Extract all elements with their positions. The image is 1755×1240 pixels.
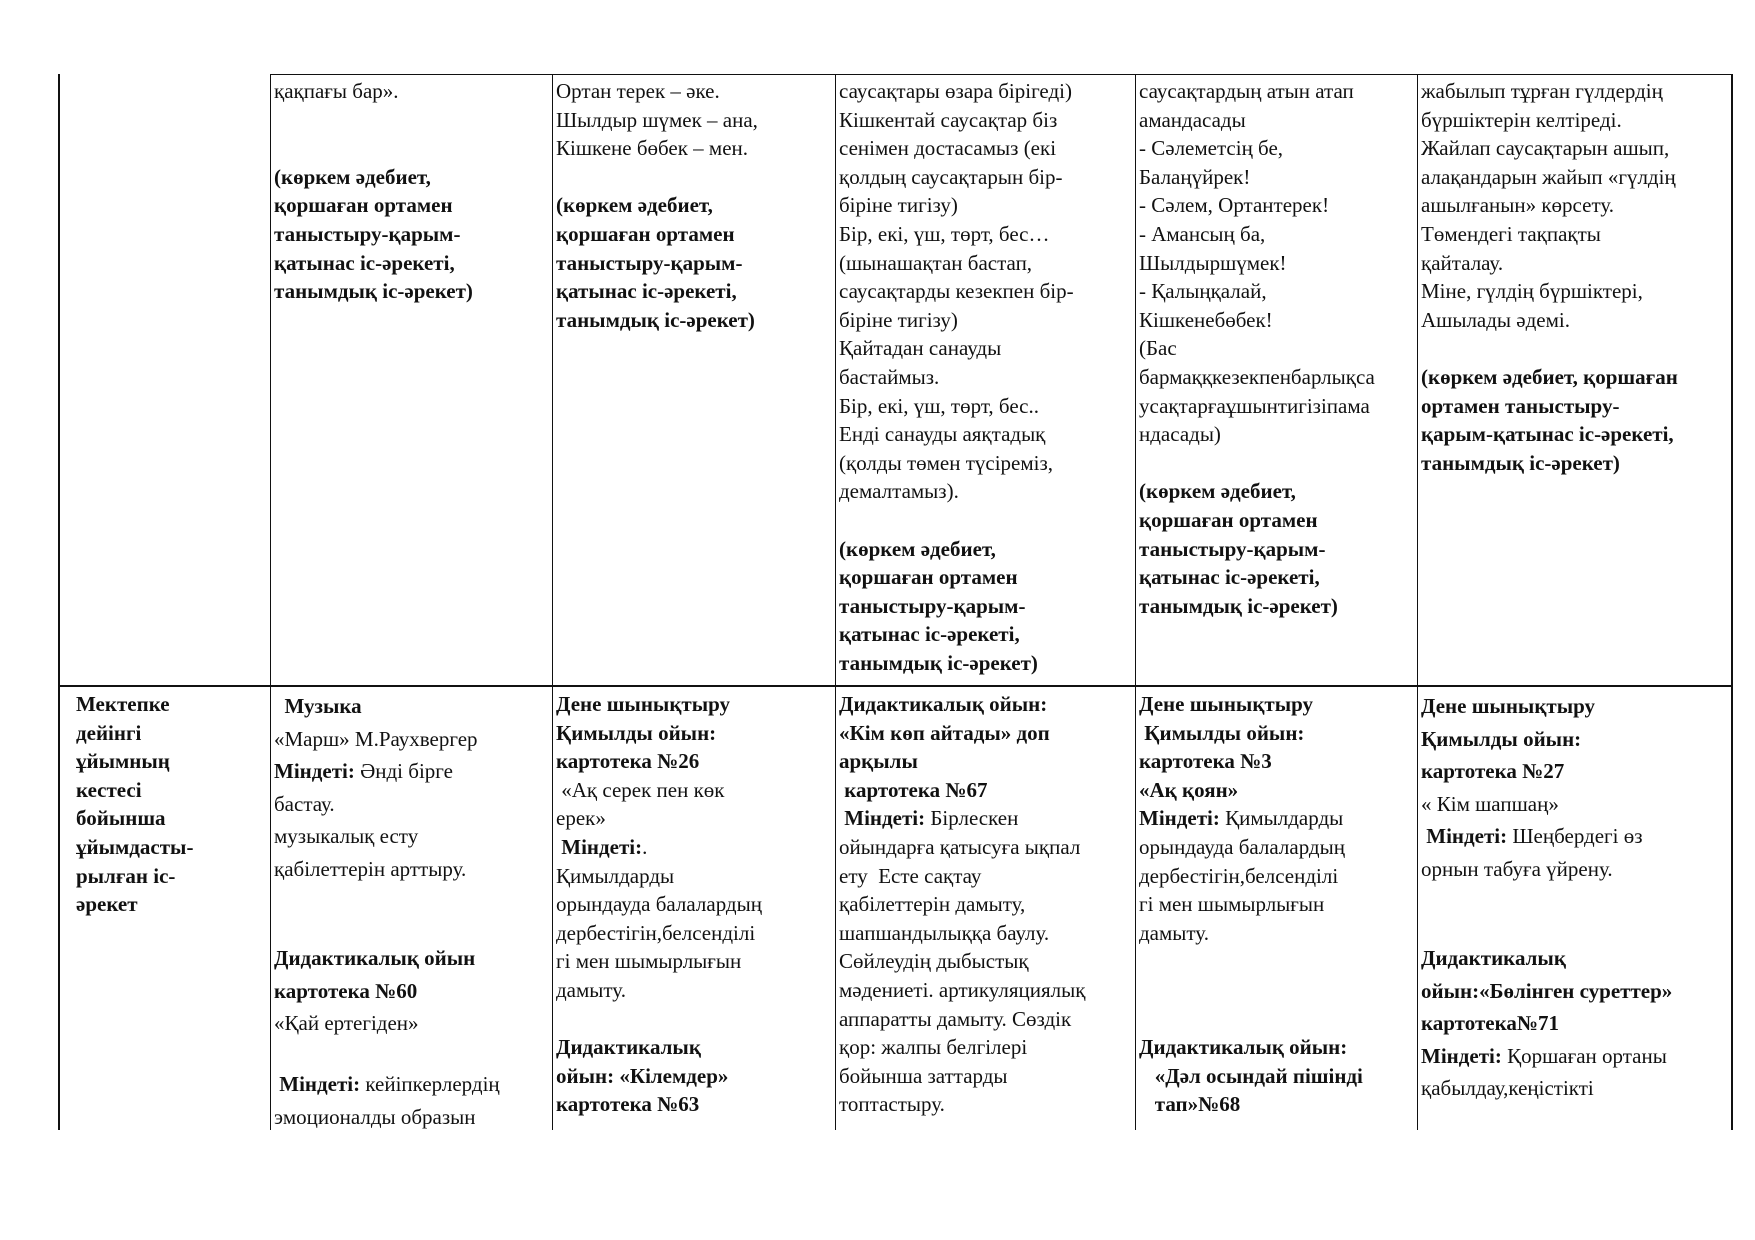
bold-run: тап»№68 (1139, 1092, 1241, 1117)
text-line (1421, 820, 1729, 853)
text-line (1421, 723, 1729, 756)
text-line (556, 690, 833, 719)
bold-run: ойын: «Кілемдер» (556, 1063, 729, 1088)
text-line (1139, 776, 1415, 805)
text-line (274, 942, 550, 975)
text-line (839, 1062, 1133, 1091)
column-divider-1 (270, 74, 271, 1130)
bold-run: «Ақ қоян» (1139, 777, 1239, 802)
blank-line (1421, 334, 1729, 363)
blank-line (274, 914, 550, 943)
text-line (1139, 890, 1415, 919)
text-line (274, 853, 550, 886)
text-line (839, 1005, 1133, 1034)
text-run: «Ақ серек пен көк (556, 777, 725, 802)
text-line: Бір, екі, үш, төрт, бес… (839, 221, 1050, 246)
text-line: Шылдыр шүмек – ана, (556, 107, 758, 132)
text-run: қор: жалпы белгілері (839, 1035, 1028, 1060)
text-run: « Кім шапшаң» (1421, 791, 1559, 816)
bold-run: Дене шынықтыру (556, 692, 731, 716)
bold-run: картотека№71 (1421, 1011, 1559, 1036)
text-run: бастау. (274, 791, 335, 816)
bold-run: картотека №67 (839, 777, 988, 802)
bold-run: картотека №26 (556, 749, 700, 774)
bold-run: «Дәл осындай пішінді (1139, 1063, 1363, 1088)
text-line: танымдық іс-әрекет) (274, 279, 473, 304)
text-line (1421, 690, 1729, 723)
text-line: танымдық іс-әрекет) (839, 650, 1038, 675)
text-run: шапшандылыққа баулу. (839, 920, 1050, 945)
bold-run: арқылы (839, 749, 918, 774)
text-line (556, 719, 833, 748)
bold-run: Міндеті: (1421, 824, 1513, 848)
blank-line (274, 134, 550, 163)
row1-cell-col6 (1419, 77, 1731, 477)
text-line (274, 788, 550, 821)
blank-line (1421, 914, 1729, 943)
text-run: қабілеттерін арттыру. (274, 856, 467, 881)
text-line: ашылғанын» көрсету. (1421, 193, 1614, 218)
blank-line (839, 506, 1133, 535)
text-line (839, 976, 1133, 1005)
text-line (1139, 862, 1415, 891)
text-line (556, 919, 833, 948)
text-line (556, 976, 833, 1005)
column-divider-3 (835, 74, 836, 1130)
text-line (556, 776, 833, 805)
text-line (274, 1068, 550, 1101)
bold-run: Міндеті: (274, 1072, 366, 1097)
text-line: рылған іс- (76, 863, 176, 888)
text-run: бойынша заттарды (839, 1063, 1008, 1088)
text-run: ойындарға қатысуға ықпал (839, 834, 1081, 859)
text-line (839, 833, 1133, 862)
text-line: танымдық іс-әрекет) (556, 307, 755, 332)
text-line (839, 862, 1133, 891)
text-run: дамыту. (556, 977, 626, 1002)
blank-line (1139, 449, 1415, 478)
text-run: «Қай ертегіден» (274, 1011, 419, 1036)
text-line (1421, 975, 1729, 1008)
bold-run: Қимылды ойын: (1139, 720, 1305, 745)
text-run: эмоционалды образын (274, 1104, 476, 1129)
text-line: жабылып тұрған гүлдердің (1421, 79, 1663, 103)
text-line (1421, 853, 1729, 886)
bold-run: ойын:«Бөлінген суреттер» (1421, 978, 1673, 1003)
text-line: Кішкене бөбек – мен. (556, 136, 749, 161)
text-line: - Амансың ба, (1139, 221, 1266, 246)
text-line: танымдық іс-әрекет) (1139, 593, 1338, 618)
text-line (556, 890, 833, 919)
text-line (1421, 1040, 1729, 1073)
text-line (839, 690, 1133, 719)
text-line (556, 1033, 833, 1062)
text-run: музыкалық есту (274, 824, 419, 848)
text-run: дербестігін,белсенділі (556, 920, 756, 945)
bold-run: картотека №27 (1421, 759, 1565, 783)
text-line: Балаңүйрек! (1139, 164, 1251, 189)
text-run: ерек» (556, 806, 606, 831)
text-run: дамыту. (1139, 920, 1209, 945)
text-run: Әнді бірге (360, 759, 453, 783)
text-line: ұйымның (76, 749, 170, 774)
text-line (839, 1033, 1133, 1062)
text-line: саусақтардың атын атап (1139, 79, 1354, 103)
text-line (1139, 719, 1415, 748)
text-run: гі мен шымырлығын (1139, 892, 1325, 917)
text-line (839, 890, 1133, 919)
row2-cell-col5 (1137, 690, 1417, 1119)
text-run: ету Есте сақтау (839, 863, 982, 888)
row1-cell-col4 (837, 77, 1135, 677)
text-line: ортамен таныстыру- (1421, 393, 1620, 418)
text-line: (Бас (1139, 336, 1177, 361)
text-line (274, 690, 550, 723)
blank-line (1421, 885, 1729, 914)
text-run: Сөйлеудің дыбыстық (839, 949, 1029, 974)
row-divider (58, 685, 1733, 687)
text-line: бойынша (76, 806, 166, 831)
text-line: - Сәлем, Ортантерек! (1139, 193, 1330, 218)
text-line (556, 947, 833, 976)
text-line (839, 947, 1133, 976)
text-line: саусақтарды кезекпен бір- (839, 279, 1074, 304)
text-line: (көркем әдебиет, (556, 193, 713, 218)
bold-run: картотека №3 (1139, 749, 1272, 774)
text-run: Шеңбердегі өз (1512, 824, 1643, 848)
text-line (274, 820, 550, 853)
blank-line (274, 1040, 550, 1069)
row2-cell-activity-title (74, 690, 270, 919)
text-line (1421, 755, 1729, 788)
bold-run: Дидактикалық (1421, 946, 1566, 971)
text-line: усақтарғаұшынтигізіпама (1139, 393, 1370, 418)
text-line: Қайтадан санауды (839, 336, 1002, 361)
text-line: алақандарын жайып «гүлдің (1421, 164, 1676, 189)
text-run: орындауда балалардың (556, 892, 762, 917)
text-line: қарым-қатынас іс-әрекеті, (1421, 422, 1674, 447)
text-line: қатынас іс-әрекеті, (839, 622, 1020, 647)
bold-run: Міндеті: (1421, 1043, 1508, 1068)
blank-line (1139, 947, 1415, 976)
text-line: Кішкентай саусақтар біз (839, 107, 1058, 132)
text-line (1421, 1007, 1729, 1040)
text-line: таныстыру-қарым- (556, 250, 743, 275)
text-run: қабілеттерін дамыту, (839, 892, 1026, 917)
text-line: қоршаған ортамен (839, 565, 1018, 590)
text-line (839, 719, 1133, 748)
text-run: топтастыру. (839, 1092, 945, 1117)
text-line (1139, 804, 1415, 833)
blank-line (1139, 1005, 1415, 1034)
text-line: (көркем әдебиет, (1139, 479, 1296, 504)
text-line: қатынас іс-әрекеті, (274, 250, 455, 275)
text-line: қоршаған ортамен (556, 221, 735, 246)
text-line: бармаққкезекпенбарлықса (1139, 364, 1375, 389)
text-line (839, 919, 1133, 948)
text-line: Міне, гүлдің бүршіктері, (1421, 279, 1643, 304)
text-line: дейінгі (76, 720, 142, 745)
text-line (274, 1101, 550, 1130)
bold-run: Дидактикалық (556, 1035, 701, 1060)
blank-line (556, 1005, 833, 1034)
text-line: бүршіктерін келтіреді. (1421, 107, 1622, 132)
bold-run: Міндеті: (274, 759, 361, 783)
bold-run: Дидактикалық ойын: (1139, 1035, 1348, 1060)
bold-run: Дидактикалық ойын: (839, 692, 1048, 716)
bold-run: Дене шынықтыру (1421, 694, 1596, 718)
text-line (839, 804, 1133, 833)
bold-run: Қимылды ойын: (1421, 726, 1582, 751)
blank-line (1139, 976, 1415, 1005)
text-line: Ортан терек – әке. (556, 79, 720, 103)
text-line: таныстыру-қарым- (839, 593, 1026, 618)
text-line (274, 1007, 550, 1040)
text-run: орнын табуға үйрену. (1421, 856, 1613, 881)
column-divider-2 (552, 74, 553, 1130)
text-line: ұйымдасты- (76, 834, 194, 859)
text-line: қоршаған ортамен (274, 193, 453, 218)
column-divider-4 (1135, 74, 1136, 1130)
column-divider-5 (1417, 74, 1418, 1130)
text-run: орындауда балалардың (1139, 834, 1345, 859)
text-run: мәдениеті. артикуляциялық (839, 977, 1086, 1002)
text-line: саусақтары өзара бірігеді) (839, 79, 1072, 103)
blank-line (556, 163, 833, 192)
table-left-border (58, 74, 60, 1130)
text-line: біріне тигізу) (839, 193, 958, 218)
text-line: Жайлап саусақтарын ашып, (1421, 136, 1670, 161)
text-line: Мектепке (76, 692, 170, 716)
bold-run: «Кім көп айтады» доп (839, 720, 1050, 745)
text-line: біріне тигізу) (839, 307, 958, 332)
row2-cell-col2 (272, 690, 552, 1130)
bold-run: картотека №63 (556, 1092, 700, 1117)
bold-run: картотека №60 (274, 978, 418, 1003)
text-line (1421, 942, 1729, 975)
bold-run: Дене шынықтыру (1139, 692, 1314, 716)
text-line (556, 747, 833, 776)
text-line (1139, 1090, 1415, 1119)
text-line (556, 1090, 833, 1119)
text-line: Шылдыршүмек! (1139, 250, 1287, 275)
text-run: Қоршаған ортаны (1507, 1043, 1667, 1068)
text-line (556, 804, 833, 833)
bold-run: Міндеті: (839, 806, 931, 831)
text-line: таныстыру-қарым- (1139, 536, 1326, 561)
table-right-border (1731, 74, 1733, 1130)
text-line: (көркем әдебиет, (839, 536, 996, 561)
text-line (839, 747, 1133, 776)
text-line (839, 1090, 1133, 1119)
text-line: Бір, екі, үш, төрт, бес.. (839, 393, 1039, 418)
text-line: қақпағы бар». (274, 79, 399, 103)
text-run: Бірлескен (930, 806, 1019, 831)
text-line (274, 723, 550, 756)
row1-cell-col2 (272, 77, 552, 306)
bold-run: Міндеті: (556, 834, 643, 859)
text-line (274, 975, 550, 1008)
text-line: - Сәлеметсің бе, (1139, 136, 1284, 161)
text-line: (қолды төмен түсіреміз, (839, 450, 1054, 475)
row1-cell-col3 (554, 77, 835, 334)
text-line: демалтамыз). (839, 479, 959, 504)
text-line (1421, 788, 1729, 821)
blank-line (274, 106, 550, 135)
blank-line (274, 885, 550, 914)
text-line: қатынас іс-әрекеті, (1139, 565, 1320, 590)
text-line: (көркем әдебиет, қоршаған (1421, 364, 1678, 389)
text-line: Кішкенебөбек! (1139, 307, 1273, 332)
text-line (839, 776, 1133, 805)
text-run: қабылдау,кеңістікті (1421, 1076, 1594, 1101)
text-line: қатынас іс-әрекеті, (556, 279, 737, 304)
text-line (1139, 1062, 1415, 1091)
text-run: . (642, 834, 648, 859)
row2-cell-col4 (837, 690, 1135, 1119)
text-line: бастаймыз. (839, 364, 940, 389)
bold-run: Дидактикалық ойын (274, 946, 476, 971)
text-line (556, 862, 833, 891)
bold-run: Міндеті: (1139, 806, 1226, 831)
text-line: Енді санауды аяқтадық (839, 422, 1046, 447)
text-line: кестесі (76, 777, 142, 802)
text-line (556, 1062, 833, 1091)
text-run: Қимылдарды (1225, 806, 1344, 831)
text-line (1421, 1072, 1729, 1105)
text-line: Ашылады әдемі. (1421, 307, 1570, 332)
text-line: әрекет (76, 892, 138, 917)
text-line: таныстыру-қарым- (274, 221, 461, 246)
text-line: (шынашақтан бастап, (839, 250, 1033, 275)
text-run: кейіпкерлердің (365, 1072, 500, 1097)
text-line (1139, 833, 1415, 862)
text-line (274, 755, 550, 788)
row1-cell-col5 (1137, 77, 1417, 620)
text-line: амандасады (1139, 107, 1246, 132)
text-line (1139, 919, 1415, 948)
text-line: Төмендегі тақпақты (1421, 221, 1601, 246)
text-line: қайталау. (1421, 250, 1504, 275)
text-run: Қимылдарды (556, 863, 675, 888)
text-line: қолдың саусақтарын бір- (839, 164, 1063, 189)
row2-cell-col6 (1419, 690, 1731, 1105)
text-run: «Марш» М.Раухвергер (274, 726, 478, 751)
text-line (1139, 747, 1415, 776)
text-line: танымдық іс-әрекет) (1421, 450, 1620, 475)
text-line (1139, 1033, 1415, 1062)
text-line: қоршаған ортамен (1139, 507, 1318, 532)
text-line: (көркем әдебиет, (274, 164, 431, 189)
text-line (556, 833, 833, 862)
table-top-border (270, 74, 1733, 75)
text-run: аппаратты дамыту. Сөздік (839, 1006, 1072, 1031)
row2-cell-col3 (554, 690, 835, 1119)
bold-run: Музыка (274, 694, 362, 718)
text-line: сенімен достасамыз (екі (839, 136, 1057, 161)
text-line: ндасады) (1139, 422, 1221, 447)
bold-run: Қимылды ойын: (556, 720, 717, 745)
text-run: дербестігін,белсенділі (1139, 863, 1339, 888)
text-line: - Қалыңқалай, (1139, 279, 1267, 304)
text-run: гі мен шымырлығын (556, 949, 742, 974)
text-line (1139, 690, 1415, 719)
